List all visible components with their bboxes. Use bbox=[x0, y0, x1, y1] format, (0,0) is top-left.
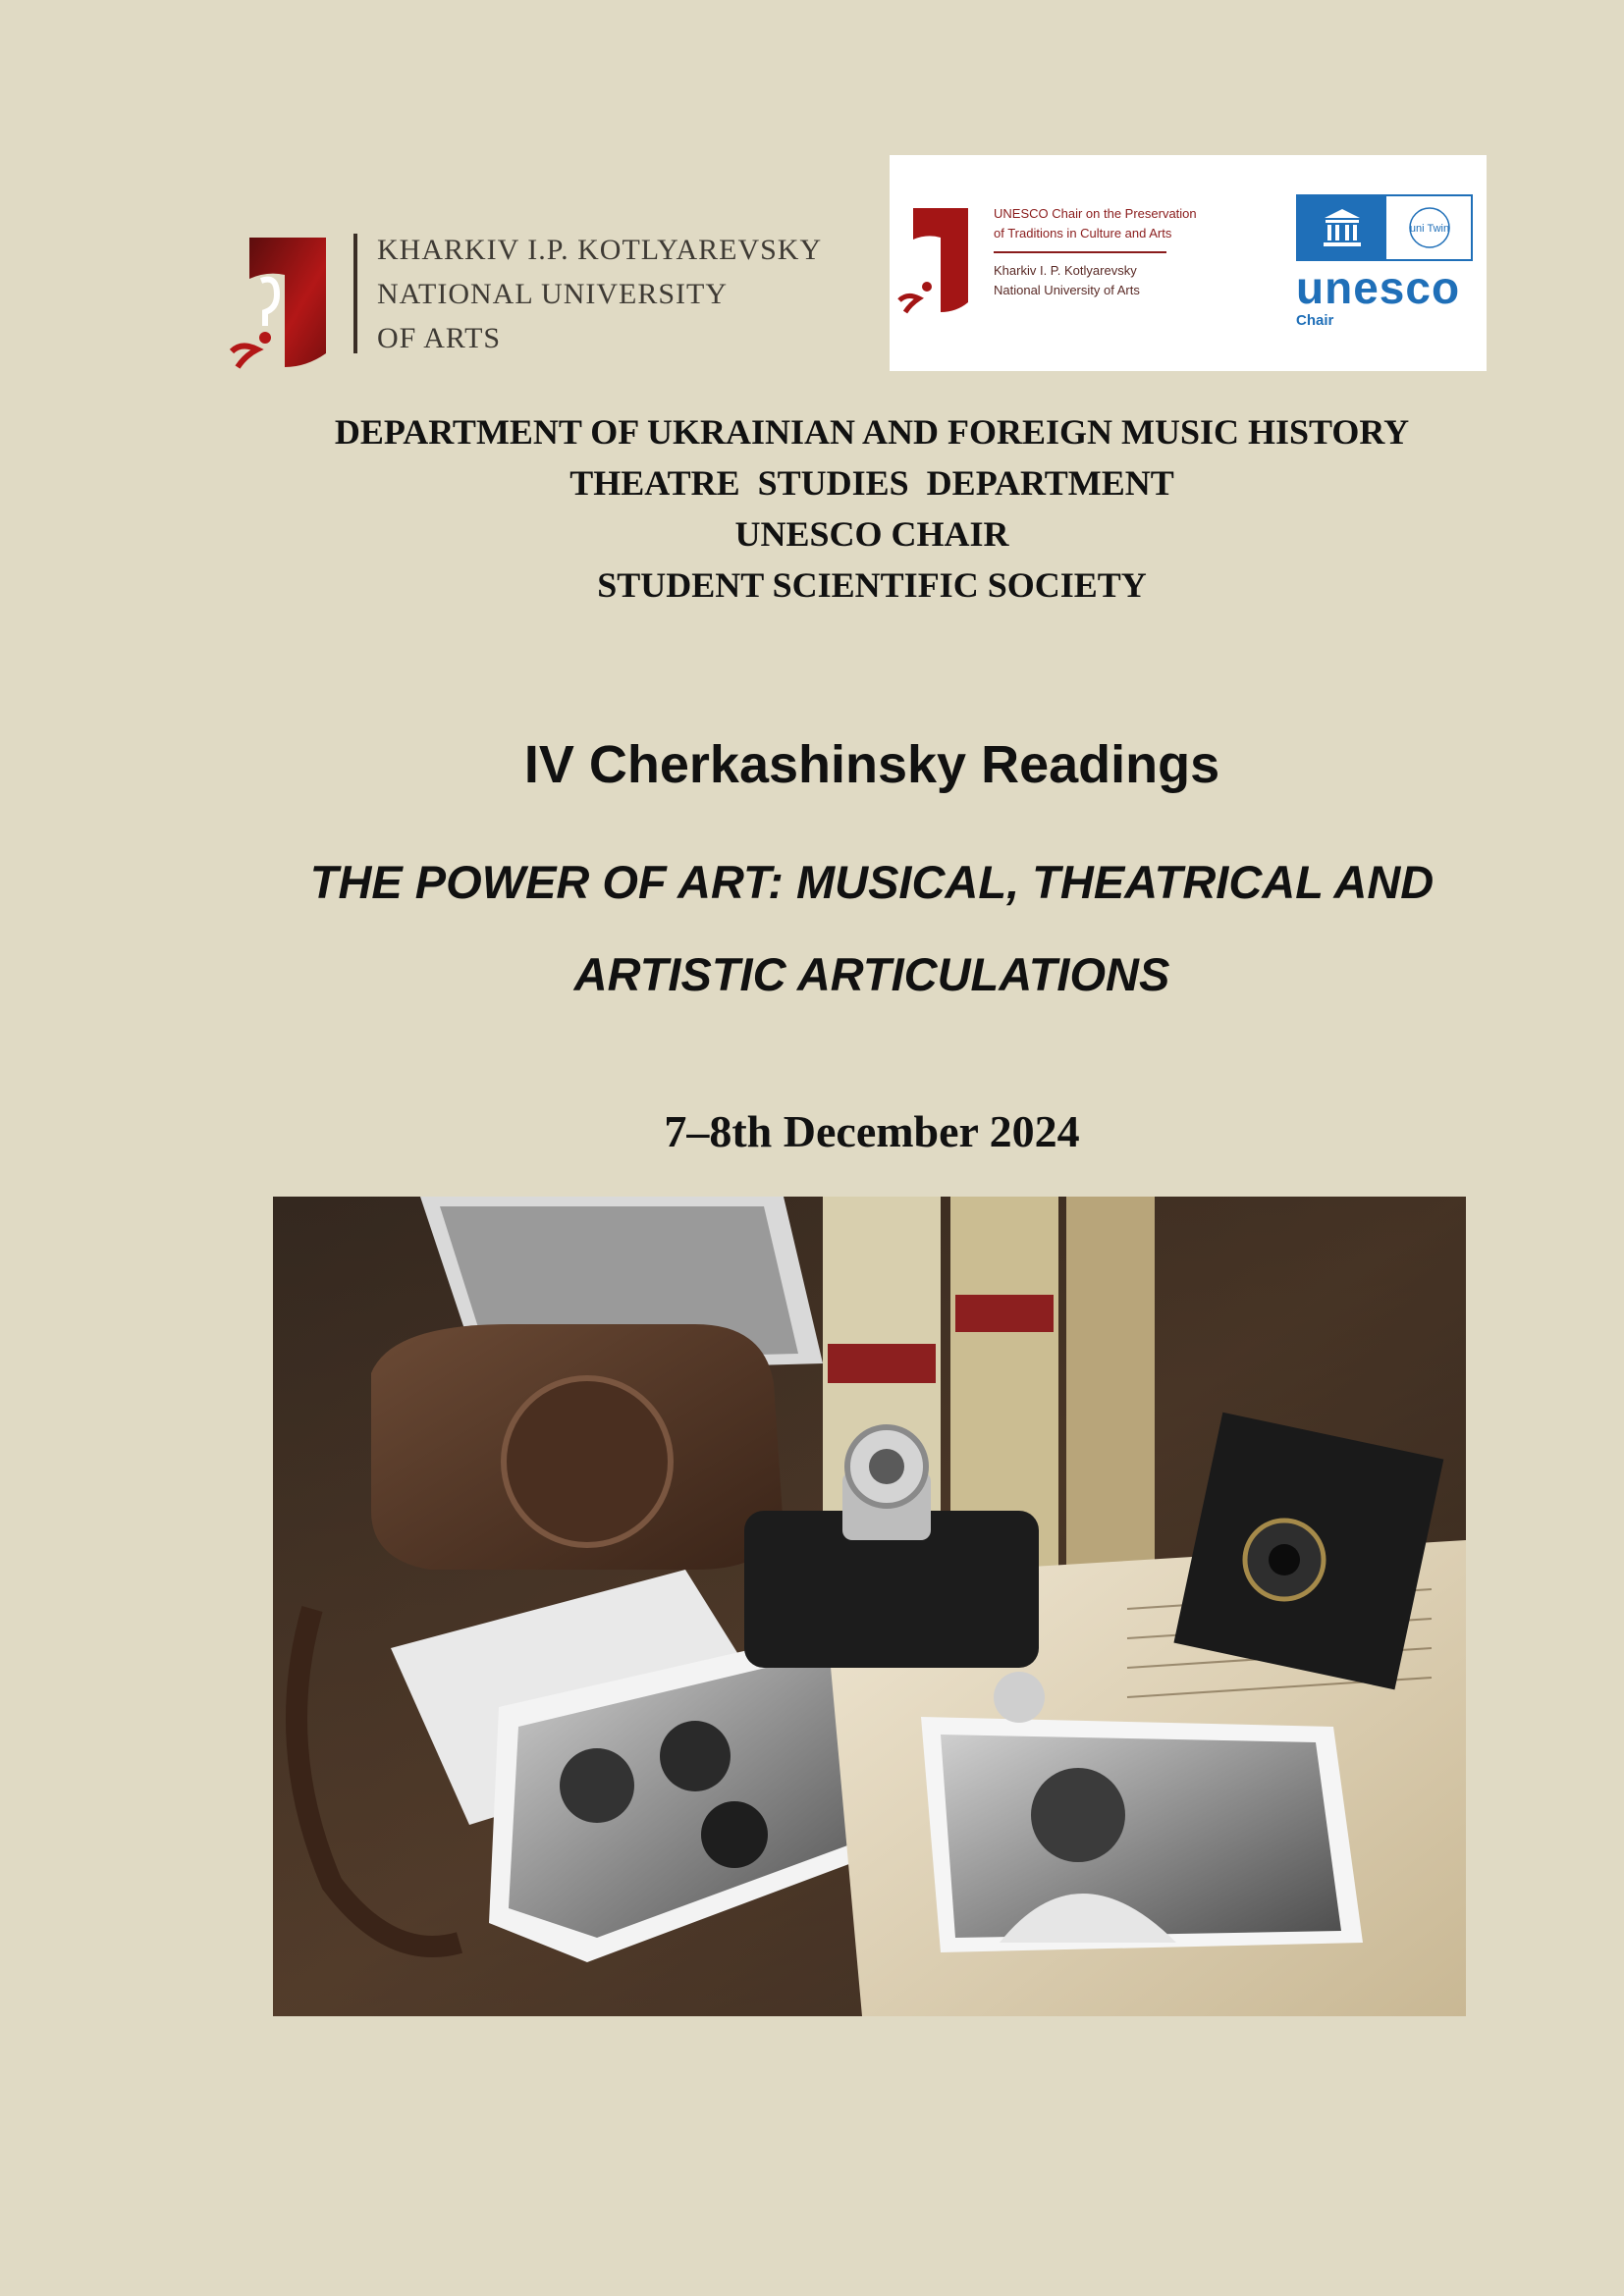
university-name-line-3: OF ARTS bbox=[377, 322, 502, 354]
unesco-temple-panel bbox=[1298, 196, 1386, 259]
department-line-1: DEPARTMENT OF UKRAINIAN AND FOREIGN MUSIC HISTORY bbox=[334, 412, 1410, 452]
unitwin-label: uni Twin bbox=[1409, 223, 1450, 235]
event-subtitle-line-2: ARTISTIC ARTICULATIONS bbox=[573, 948, 1170, 1000]
unitwin-icon bbox=[1386, 196, 1473, 259]
vintage-photo-collage bbox=[273, 1197, 1466, 2016]
university-name-line-2: NATIONAL UNIVERSITY bbox=[377, 278, 729, 310]
department-list bbox=[0, 406, 1624, 611]
university-logo bbox=[228, 234, 856, 371]
university-name-line-1: KHARKIV I.P. KOTLYAREVSKY bbox=[377, 234, 823, 266]
unesco-wordmark: unesco bbox=[1296, 262, 1461, 313]
unesco-chair-banner bbox=[890, 155, 1487, 371]
vintage-still-life-image bbox=[273, 1197, 1466, 2016]
department-line-3: UNESCO CHAIR bbox=[734, 514, 1009, 554]
chair-university-line-2: National University of Arts bbox=[994, 283, 1140, 297]
event-title: IV Cherkashinsky Readings bbox=[523, 735, 1220, 794]
unesco-chair-label: Chair bbox=[1296, 312, 1334, 329]
chair-divider bbox=[994, 251, 1166, 253]
university-emblem-small-icon bbox=[897, 206, 970, 314]
chair-university-line-1: Kharkiv I. P. Kotlyarevsky bbox=[994, 263, 1137, 278]
university-emblem-icon bbox=[228, 236, 328, 369]
event-date: 7–8th December 2024 bbox=[664, 1106, 1080, 1156]
logo-separator bbox=[353, 234, 357, 353]
unesco-temple-icon bbox=[1298, 196, 1386, 259]
event-subtitle bbox=[236, 836, 1508, 1021]
event-subtitle-line-1: THE POWER OF ART: MUSICAL, THEATRICAL AND bbox=[309, 856, 1435, 908]
chair-name-line-2: of Traditions in Culture and Arts bbox=[994, 226, 1172, 240]
chair-name-line-1: UNESCO Chair on the Preservation bbox=[994, 206, 1197, 221]
unesco-emblem bbox=[1296, 194, 1473, 261]
department-line-2: THEATRE STUDIES DEPARTMENT bbox=[569, 463, 1174, 503]
department-line-4: STUDENT SCIENTIFIC SOCIETY bbox=[597, 565, 1147, 605]
